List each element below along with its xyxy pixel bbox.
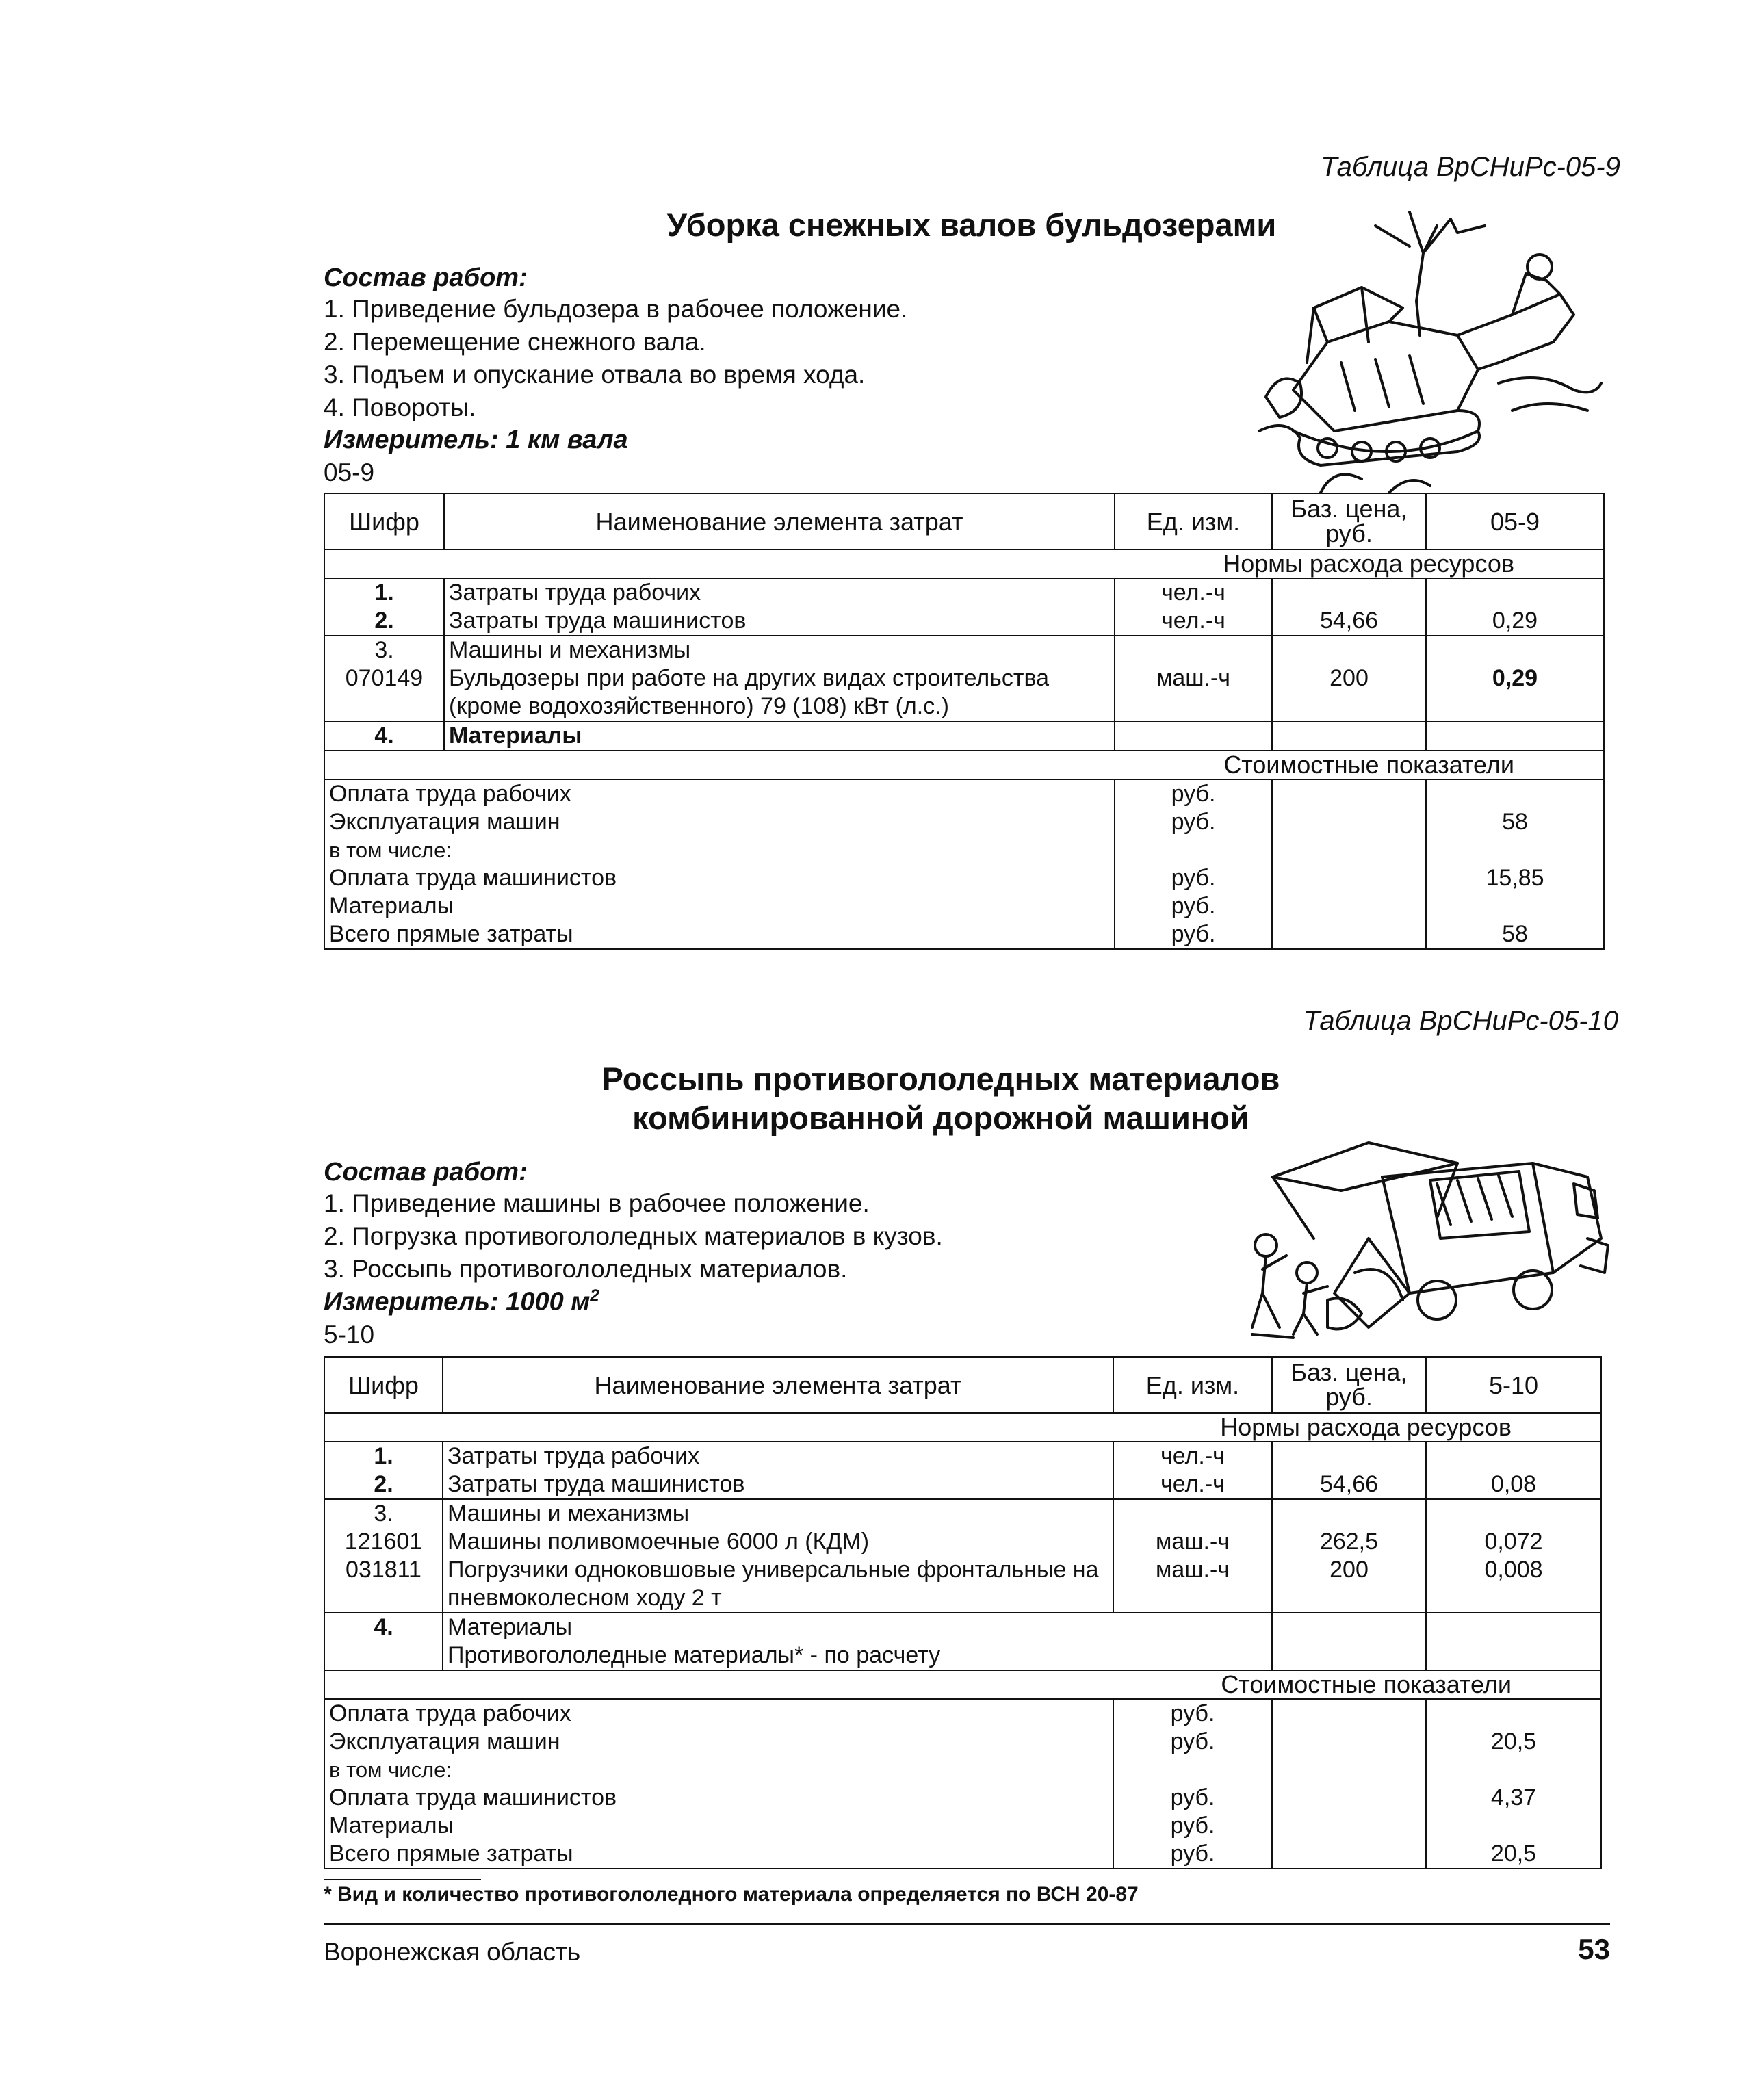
- work-step: 4. Повороты.: [324, 393, 476, 421]
- cost-name: в том числе:: [329, 838, 452, 862]
- header-code: Шифр: [324, 493, 444, 549]
- cost-value: [1431, 836, 1599, 864]
- cost-name: Оплата труда машинистов: [329, 1785, 617, 1811]
- row-code: 3.: [374, 1501, 393, 1527]
- cost-name: Всего прямые затраты: [329, 1841, 573, 1867]
- table-row: [324, 1613, 1601, 1670]
- section-title: Уборка снежных валов бульдозерами: [666, 207, 1277, 243]
- cost-value: 20,5: [1490, 1728, 1537, 1754]
- resource-norms-table: [324, 493, 1605, 950]
- header-name: Наименование элемента затрат: [443, 1357, 1113, 1413]
- header-column: 05-9: [1426, 493, 1604, 549]
- cost-value: [1431, 1812, 1596, 1840]
- row-value: [1431, 1500, 1596, 1528]
- row-unit: маш.-ч: [1155, 1557, 1230, 1583]
- row-value: 0,008: [1484, 1557, 1543, 1583]
- table-row: [324, 636, 1604, 721]
- footnote-divider: [324, 1879, 481, 1880]
- resource-norms-table: [324, 1356, 1602, 1869]
- cost-unit: руб.: [1171, 921, 1216, 947]
- cost-name: Материалы: [329, 1813, 454, 1839]
- row-code: 1.: [374, 1443, 393, 1469]
- cost-unit: руб.: [1170, 1728, 1215, 1754]
- row-price: 262,5: [1319, 1529, 1379, 1555]
- cost-section-title: Стоимостные показатели: [324, 751, 1604, 779]
- cost-value: [1431, 1756, 1596, 1784]
- row-price: 200: [1330, 1557, 1369, 1583]
- row-code: 2.: [374, 1471, 393, 1497]
- row-name: Противогололедные материалы* - по расчету: [448, 1642, 941, 1668]
- row-name: Бульдозеры при работе на других видах строительства (кроме водохозяйственного) 79 (108) кВт (л.с.): [449, 665, 1050, 719]
- row-name: Машины поливомоечные 6000 л (КДМ): [448, 1529, 870, 1555]
- header-column: 5-10: [1426, 1357, 1601, 1413]
- cost-value: [1431, 1700, 1596, 1728]
- cost-rows: [324, 1699, 1601, 1869]
- table-header-row: [324, 493, 1604, 549]
- row-value: 0,072: [1484, 1529, 1543, 1555]
- cost-unit: руб.: [1171, 781, 1216, 807]
- work-steps-list: [324, 293, 907, 424]
- row-price: 200: [1272, 636, 1426, 721]
- work-composition-heading: Состав работ:: [324, 1158, 528, 1186]
- row-name: Затраты труда машинистов: [448, 1471, 745, 1497]
- cost-unit: [1119, 836, 1267, 864]
- header-price: Баз. цена, руб.: [1272, 493, 1426, 549]
- page-number: 53: [1578, 1933, 1610, 1965]
- cost-value: [1431, 780, 1599, 808]
- norms-section-title: Нормы расхода ресурсов: [324, 549, 1604, 578]
- footer-region: Воронежская область: [324, 1938, 581, 1966]
- road-machine-illustration: [1232, 1136, 1615, 1341]
- row-name: Материалы: [448, 1614, 573, 1640]
- cost-section-row: [324, 1670, 1601, 1699]
- row-code: 4.: [324, 721, 444, 751]
- table-row: [324, 1499, 1601, 1613]
- cost-name: в том числе:: [329, 1758, 452, 1782]
- row-value: 0,29: [1426, 636, 1604, 721]
- header-code: Шифр: [324, 1357, 443, 1413]
- row-value: 0,08: [1490, 1471, 1537, 1497]
- cost-unit: руб.: [1171, 809, 1216, 835]
- cost-value: 20,5: [1490, 1841, 1537, 1867]
- cost-unit: руб.: [1170, 1841, 1215, 1867]
- cost-name: Материалы: [329, 893, 454, 919]
- row-unit: чел.-ч: [1160, 1471, 1225, 1497]
- work-step: 2. Перемещение снежного вала.: [324, 328, 706, 356]
- measure-superscript: 2: [590, 1286, 599, 1305]
- cost-unit: руб.: [1171, 893, 1216, 919]
- measure-text: Измеритель: 1000 м: [324, 1287, 591, 1316]
- work-steps-list: [324, 1187, 943, 1286]
- cost-unit: руб.: [1170, 1785, 1215, 1811]
- norms-section-row: [324, 549, 1604, 578]
- cost-section-title: Стоимостные показатели: [324, 1670, 1601, 1699]
- table-header-row: [324, 1357, 1601, 1413]
- table-row: [324, 578, 1604, 636]
- work-step: 3. Россыпь противогололедных материалов.: [324, 1255, 848, 1283]
- row-code: [329, 1642, 438, 1670]
- row-code: 070149: [345, 665, 424, 691]
- work-step: 1. Приведение машины в рабочее положение.: [324, 1189, 870, 1217]
- table-code: 05-9: [324, 458, 375, 486]
- section-title: [479, 1059, 1403, 1138]
- cost-unit: руб.: [1170, 1700, 1215, 1726]
- section-title-line: Россыпь противогололедных материалов: [601, 1061, 1280, 1097]
- cost-rows: [324, 779, 1604, 949]
- row-price: [1277, 579, 1421, 607]
- row-price: [1277, 1500, 1421, 1528]
- row-name: Затраты труда машинистов: [449, 608, 747, 634]
- row-unit: [1118, 1500, 1267, 1528]
- cost-value: 58: [1502, 809, 1528, 835]
- work-step: 3. Подъем и опускание отвала во время хода.: [324, 361, 866, 389]
- header-name: Наименование элемента затрат: [444, 493, 1115, 549]
- bulldozer-illustration: [1252, 205, 1608, 499]
- row-name: Материалы: [444, 721, 1115, 751]
- row-name: Затраты труда рабочих: [448, 1443, 700, 1469]
- cost-name: Эксплуатация машин: [329, 1728, 560, 1754]
- cost-value: [1431, 892, 1599, 920]
- cost-value: 4,37: [1490, 1785, 1537, 1811]
- row-value: [1431, 1442, 1596, 1470]
- row-unit: чел.-ч: [1161, 608, 1225, 634]
- row-value: 0,29: [1492, 608, 1538, 634]
- table-label: Таблица ВрСНиРс-05-9: [1321, 152, 1620, 182]
- row-code: 4.: [374, 1614, 393, 1640]
- row-name: Машины и механизмы: [449, 637, 691, 663]
- work-composition-heading: Состав работ:: [324, 263, 528, 292]
- cost-unit: руб.: [1170, 1813, 1215, 1839]
- cost-name: Всего прямые затраты: [329, 921, 573, 947]
- row-code: 3.: [374, 637, 394, 663]
- row-code: 1.: [374, 580, 394, 606]
- cost-name: Оплата труда рабочих: [329, 1700, 571, 1726]
- row-unit: маш.-ч: [1155, 1529, 1230, 1555]
- row-name: Погрузчики одноковшовые универсальные фронтальные на пневмоколесном ходу 2 т: [448, 1557, 1099, 1611]
- row-unit: чел.-ч: [1160, 1443, 1225, 1469]
- header-price: Баз. цена, руб.: [1272, 1357, 1426, 1413]
- work-step: 2. Погрузка противогололедных материалов в кузов.: [324, 1222, 943, 1250]
- table-row: [324, 1442, 1601, 1499]
- row-price: [1277, 1442, 1421, 1470]
- cost-unit: [1118, 1756, 1267, 1784]
- row-price: 54,66: [1319, 1471, 1379, 1497]
- row-code: 121601: [344, 1529, 423, 1555]
- cost-name: Эксплуатация машин: [329, 809, 560, 835]
- row-name: Машины и механизмы: [448, 1501, 690, 1527]
- cost-value: 58: [1502, 921, 1528, 947]
- table-row: [324, 721, 1604, 751]
- row-price: 54,66: [1319, 608, 1379, 634]
- row-value: [1431, 579, 1599, 607]
- cost-name: Оплата труда машинистов: [329, 865, 617, 891]
- header-unit: Ед. изм.: [1115, 493, 1272, 549]
- footnote: * Вид и количество противогололедного материала определяется по ВСН 20-87: [324, 1883, 1139, 1906]
- header-unit: Ед. изм.: [1113, 1357, 1272, 1413]
- norms-section-title: Нормы расхода ресурсов: [324, 1413, 1601, 1442]
- cost-unit: руб.: [1171, 865, 1216, 891]
- section-title-line: комбинированной дорожной машиной: [632, 1100, 1249, 1137]
- work-step: 1. Приведение бульдозера в рабочее положение.: [324, 295, 908, 323]
- row-name: Затраты труда рабочих: [449, 580, 701, 606]
- row-code: 2.: [374, 608, 394, 634]
- row-code: 031811: [346, 1557, 421, 1583]
- cost-value: 15,85: [1486, 865, 1544, 891]
- norms-section-row: [324, 1413, 1601, 1442]
- cost-name: Оплата труда рабочих: [329, 781, 571, 807]
- measure-unit: [324, 1286, 599, 1317]
- footer-divider: [324, 1923, 1610, 1925]
- row-unit: маш.-ч: [1115, 636, 1272, 721]
- cost-section-row: [324, 751, 1604, 779]
- table-label: Таблица ВрСНиРс-05-10: [1303, 1006, 1618, 1036]
- table-code: 5-10: [324, 1321, 375, 1349]
- measure-unit: Измеритель: 1 км вала: [324, 426, 628, 454]
- row-unit: чел.-ч: [1161, 580, 1225, 606]
